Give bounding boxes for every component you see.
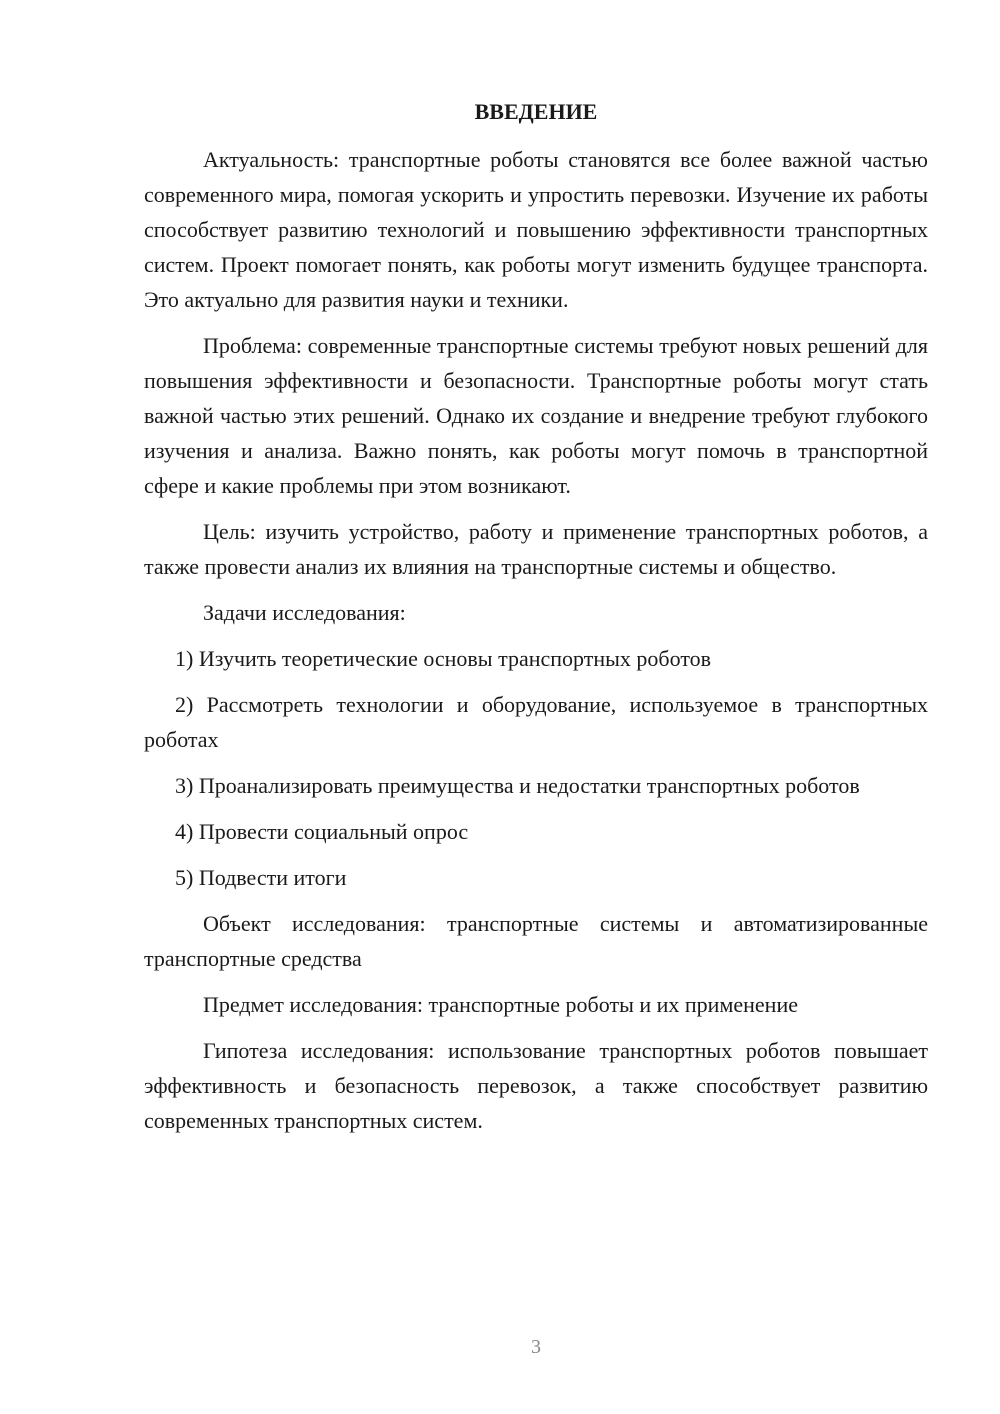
task-item-3: 3) Проанализировать преимущества и недостатки транспортных роботов xyxy=(175,773,860,798)
task-item-4: 4) Провести социальный опрос xyxy=(175,819,469,844)
paragraph-subject: Предмет исследования: транспортные роботы и их применение xyxy=(203,992,798,1017)
paragraph-problem: Проблема: современные транспортные системы требуют новых решений для повышения эффективности и безопасности. Транспортные роботы могут стать важной частью этих решений. Однако их создание и внедрение требуют глубокого изучения и анализа. Важно понять, как роботы могут помочь в транспортной сфере и какие проблемы при этом возникают. xyxy=(144,333,928,498)
task-item-2: 2) Рассмотреть технологии и оборудование, используемое в транспортных роботах xyxy=(144,692,928,752)
page-number: 3 xyxy=(531,1336,541,1358)
task-item-1: 1) Изучить теоретические основы транспортных роботов xyxy=(175,646,712,671)
paragraph-goal: Цель: изучить устройство, работу и применение транспортных роботов, а также провести анализ их влияния на транспортные системы и общество. xyxy=(144,519,928,579)
tasks-heading: Задачи исследования: xyxy=(203,600,406,625)
section-title: ВВЕДЕНИЕ xyxy=(474,99,598,124)
task-item-5: 5) Подвести итоги xyxy=(175,865,347,890)
paragraph-hypothesis: Гипотеза исследования: использование транспортных роботов повышает эффективность и безопасность перевозок, а также способствует развитию современных транспортных систем. xyxy=(144,1038,928,1133)
paragraph-object: Объект исследования: транспортные системы и автоматизированные транспортные средства xyxy=(144,911,928,971)
body-text xyxy=(144,142,928,1138)
paragraph-relevance: Актуальность: транспортные роботы становятся все более важной частью современного мира, помогая ускорить и упростить перевозки. Изучение их работы способствует развитию технологий и повышению эффективности транспортных систем. Проект помогает понять, как роботы могут изменить будущее транспорта. Это актуально для развития науки и техники. xyxy=(144,147,928,312)
